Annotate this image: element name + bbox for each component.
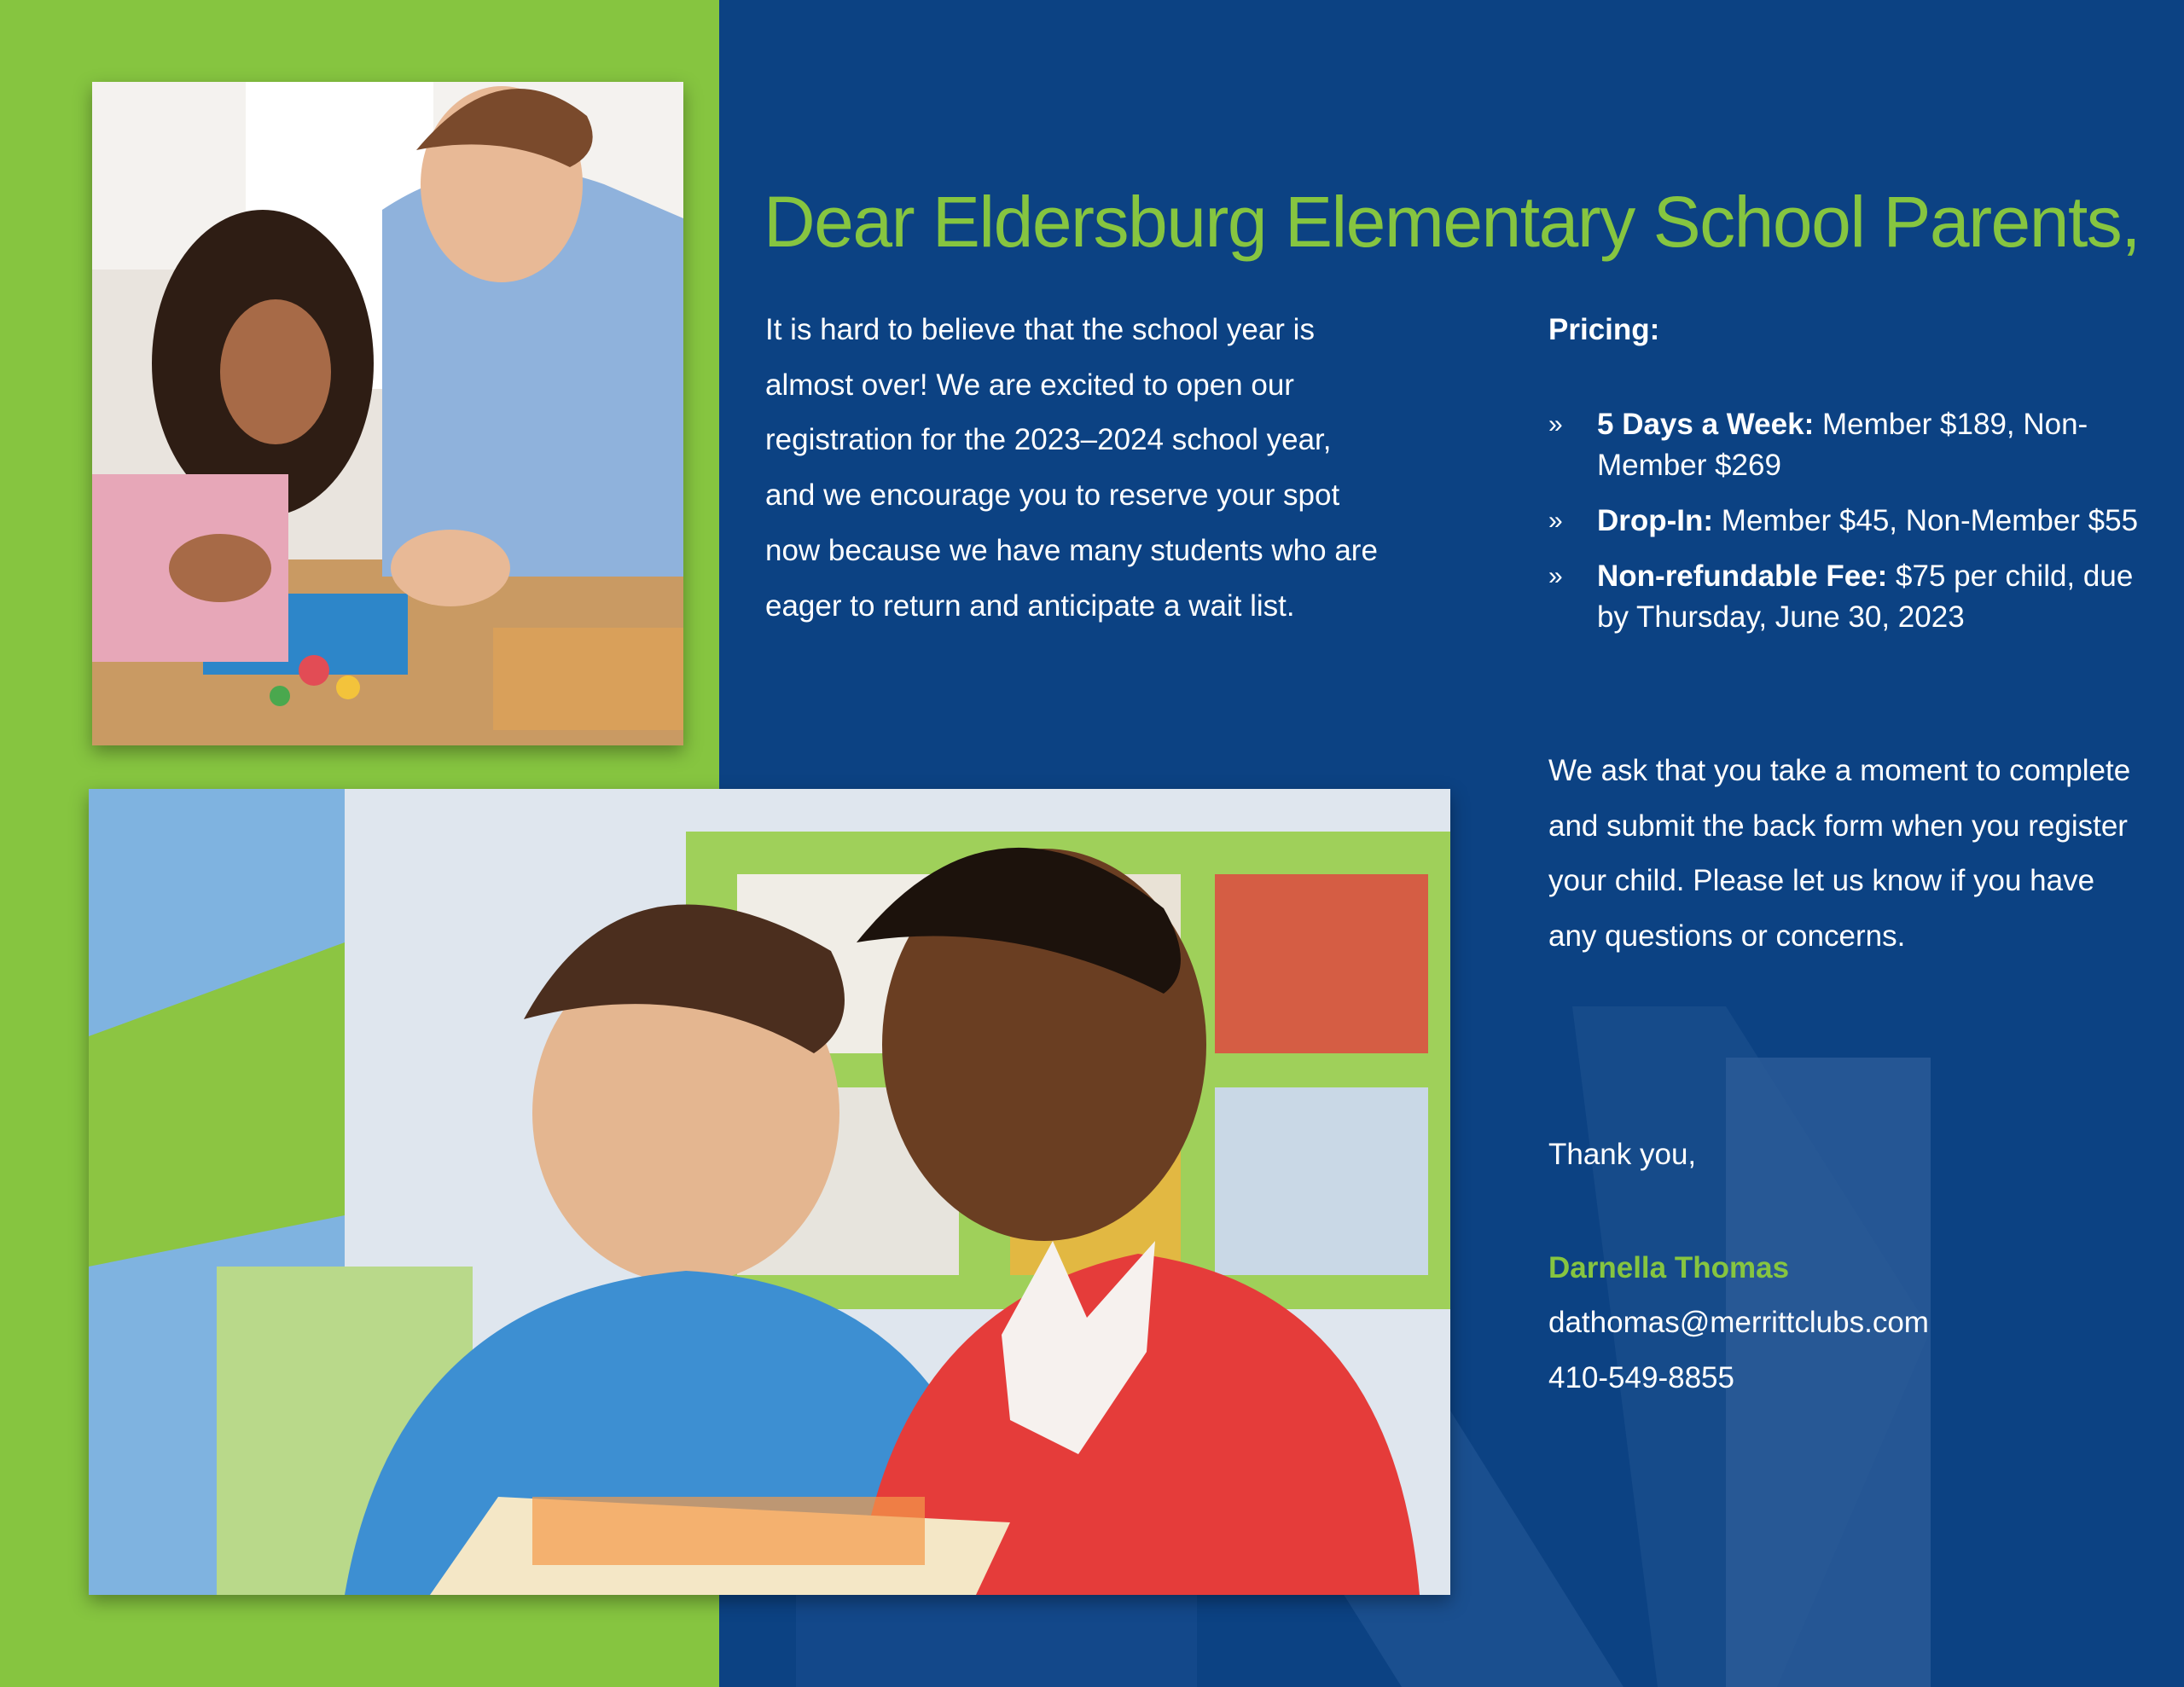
pricing-heading: Pricing: [1548, 313, 1660, 346]
signoff: Thank you, [1548, 1138, 1697, 1171]
boys-reading-photo [89, 789, 1450, 1595]
closing-paragraph: We ask that you take a moment to complete and submit the back form when you register your child. Please let us know if you have any questions or concerns. [1548, 754, 2131, 954]
pricing-item-label: 5 Days a Week: [1597, 408, 1815, 441]
bullet-icon: » [1548, 562, 1563, 590]
contact-phone[interactable]: 410-549-8855 [1548, 1361, 1734, 1394]
pricing-item-detail: $75 per child, due by Thursday, June 30, 2023 [1597, 559, 2134, 634]
pricing-item-detail: Member $45, Non-Member $55 [1713, 504, 2139, 537]
contact-name: Darnella Thomas [1548, 1251, 1790, 1284]
pricing-item-label: Drop-In: [1597, 504, 1714, 537]
pricing-item [1548, 501, 2163, 542]
pricing-item-label: Non-refundable Fee: [1597, 559, 1888, 593]
letter-greeting: Dear Eldersburg Elementary School Parents, [764, 182, 2140, 262]
pricing-item [1548, 404, 2163, 486]
pricing-item-detail: Member $189, Non-Member $269 [1597, 408, 2088, 482]
pricing-list [1548, 404, 2163, 652]
intro-paragraph: It is hard to believe that the school year is almost over! We are excited to open our registration for the 2023–2024 school year, and we encourage you to reserve your spot now because we have many students who are eager to return and anticipate a wait list. [765, 313, 1378, 623]
bullet-icon: » [1548, 507, 1563, 535]
pricing-item [1548, 556, 2163, 638]
bullet-icon: » [1548, 410, 1563, 438]
teacher-and-girl-photo [92, 82, 683, 745]
contact-email-link[interactable]: dathomas@merrittclubs.com [1548, 1306, 1929, 1339]
